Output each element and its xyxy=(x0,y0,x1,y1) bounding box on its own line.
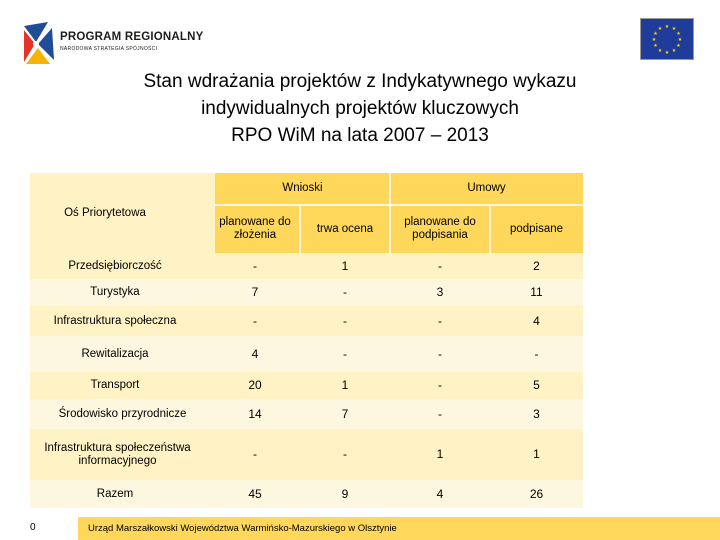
table-cell: 4 xyxy=(533,313,540,328)
table-cell: 7 xyxy=(341,406,349,421)
table-cell: - xyxy=(438,378,442,392)
svg-text:★: ★ xyxy=(676,43,681,49)
group-header-umowy: Umowy xyxy=(467,181,506,194)
row-label: Przedsiębiorczość xyxy=(68,259,162,272)
table-cell: 5 xyxy=(533,378,540,392)
svg-text:★: ★ xyxy=(677,37,683,43)
table-cell: 4 xyxy=(251,346,259,361)
svg-text:★: ★ xyxy=(651,37,657,43)
row-label: Turystyka xyxy=(90,286,140,298)
table-cell: - xyxy=(534,346,539,361)
svg-text:★: ★ xyxy=(664,24,670,30)
svg-text:★: ★ xyxy=(653,31,658,37)
column-header-planowane-do-podpisania: planowane do podpisania xyxy=(404,216,476,241)
svg-text:★: ★ xyxy=(664,50,670,56)
table-cell: 1 xyxy=(533,447,540,461)
table-cell-total: 9 xyxy=(341,486,349,501)
table-cell: - xyxy=(438,406,442,421)
table-cell: - xyxy=(438,346,442,361)
row-label: Infrastruktura społeczna xyxy=(53,314,177,327)
svg-text:★: ★ xyxy=(657,26,663,32)
column-header-trwa-ocena: trwa ocena xyxy=(316,222,374,235)
table-cell: 7 xyxy=(251,285,259,299)
row-label: Środowisko przyrodnicze xyxy=(58,407,187,420)
table-cell: - xyxy=(343,285,347,299)
title-line-1: Stan wdrażania projektów z Indykatywnego wykazu xyxy=(143,71,577,92)
table-cell-total: 4 xyxy=(436,486,444,501)
svg-text:★: ★ xyxy=(676,31,681,37)
row-label: Transport xyxy=(90,379,140,391)
svg-text:★: ★ xyxy=(653,43,658,49)
table-cell: - xyxy=(343,346,347,361)
table-cell: 11 xyxy=(530,285,543,299)
table-cell: - xyxy=(438,313,442,328)
column-header-planowane-do-zlozenia: planowane do złożenia xyxy=(219,216,291,241)
logo-title: PROGRAM REGIONALNY xyxy=(60,31,204,43)
table-cell: - xyxy=(438,258,442,273)
logo-subtitle: NARODOWA STRATEGIA SPÓJNOŚCI xyxy=(60,46,158,52)
table-cell: 14 xyxy=(248,406,262,421)
table-cell: - xyxy=(253,258,257,273)
row-header-os-priorytetowa: Oś Priorytetowa xyxy=(64,206,146,219)
table-cell: - xyxy=(343,313,347,328)
row-label-total: Razem xyxy=(96,487,134,500)
title-line-3: RPO WiM na lata 2007 – 2013 xyxy=(231,125,489,146)
group-header-wnioski: Wnioski xyxy=(282,181,323,194)
table-cell-total: 45 xyxy=(248,486,262,501)
table-cell: 3 xyxy=(533,406,540,421)
footer-text: Urząd Marszałkowski Województwa Warmińsko-Mazurskiego w Olsztynie xyxy=(88,523,397,534)
row-label: Infrastruktura społeczeństwa informacyjnego xyxy=(44,441,191,467)
table-cell: 1 xyxy=(436,447,444,461)
table-cell: 3 xyxy=(436,285,444,299)
svg-text:★: ★ xyxy=(671,26,677,32)
table-cell: 20 xyxy=(248,378,262,392)
slide-number: 0 xyxy=(30,522,36,533)
table-cell: 1 xyxy=(341,258,349,273)
svg-text:★: ★ xyxy=(671,48,677,54)
table-cell: 1 xyxy=(341,378,349,392)
svg-text:★: ★ xyxy=(657,48,663,54)
table-cell: - xyxy=(343,447,347,461)
table-cell-total: 26 xyxy=(529,486,544,501)
table-cell: - xyxy=(253,313,257,328)
table-cell: - xyxy=(253,447,257,461)
title-line-2: indywidualnych projektów kluczowych xyxy=(201,98,519,119)
row-label: Rewitalizacja xyxy=(81,347,149,360)
table-cell: 2 xyxy=(533,258,540,273)
column-header-podpisane: podpisane xyxy=(509,222,564,235)
